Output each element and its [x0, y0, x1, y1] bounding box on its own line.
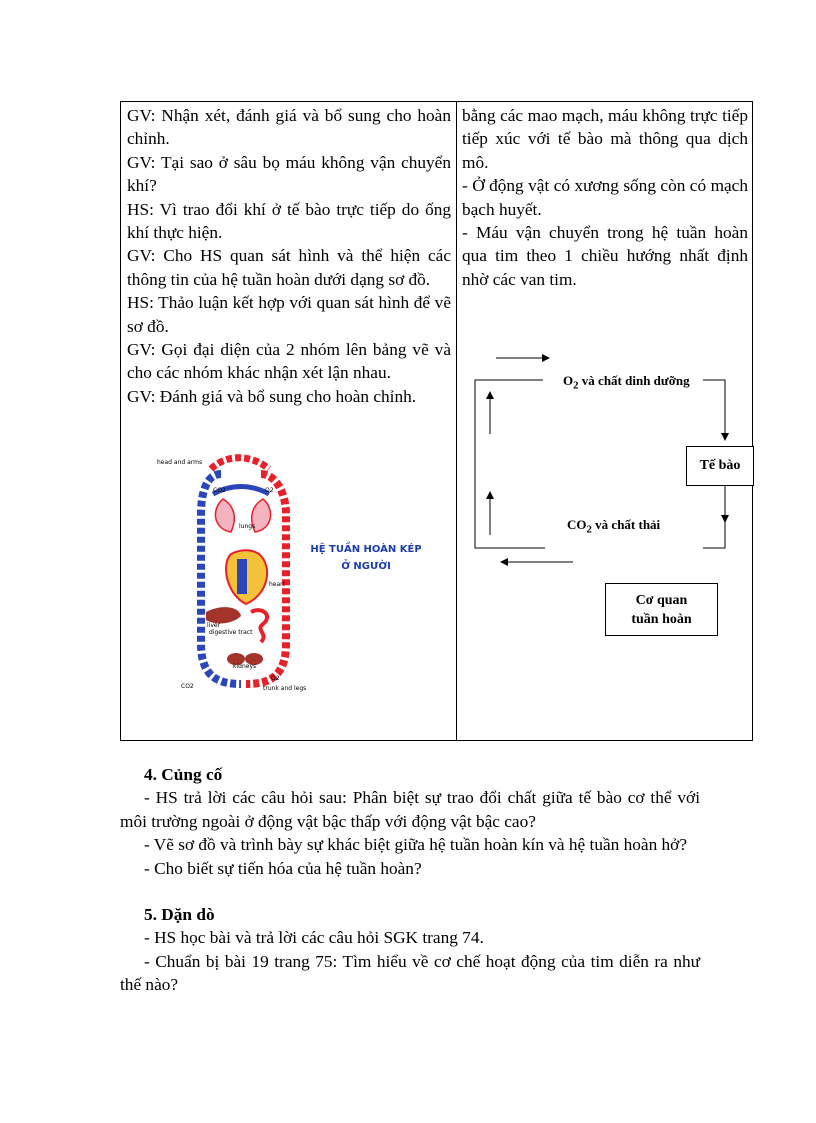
label-o2-top: O2	[265, 487, 274, 494]
section5-item: - HS học bài và trả lời các câu hỏi SGK trang 74.	[144, 928, 484, 948]
heart-right-side	[237, 559, 247, 594]
figure-title-line2: Ở NGƯỜI	[341, 561, 391, 572]
right-paragraph: - Ở động vật có xương sống còn có mạch bạch huyết.	[462, 176, 748, 219]
arrow-to-cell	[703, 380, 725, 440]
circulation-illustration	[151, 454, 421, 704]
left-paragraph: GV: Cho HS quan sát hình và thể hiện các thông tin của hệ tuần hoàn dưới dạng sơ đồ.	[127, 246, 451, 289]
o2-subscript: 2	[573, 379, 579, 392]
organ-box-line1: Cơ quan	[635, 593, 688, 608]
label-co2-bottom: CO2	[181, 683, 194, 690]
section4-item: - HS trả lời các câu hỏi sau: Phân biệt sự trao đổi chất giữa tế bào cơ thể với môi trường ngoài ở động vật bậc thấp với động vật bậc cao?	[120, 788, 700, 831]
label-liver: liver	[207, 622, 221, 629]
digestive-tract	[251, 610, 267, 642]
label-o2-bottom: O2	[271, 675, 280, 682]
loop-left-bottom	[475, 477, 545, 548]
label-head: head and arms	[157, 459, 203, 466]
label-heart: heart	[269, 581, 285, 588]
lung-left	[215, 499, 234, 532]
teacher-activity-column	[127, 104, 451, 408]
left-paragraph: GV: Nhận xét, đánh giá và bổ sung cho hoàn chỉnh.	[127, 106, 451, 149]
bottom-flow-label	[567, 517, 660, 536]
section-reinforcement	[120, 763, 700, 880]
label-digestive: digestive tract	[209, 629, 253, 636]
left-paragraph: GV: Tại sao ở sâu bọ máu không vận chuyển khí?	[127, 152, 451, 196]
section4-heading: 4. Củng cố	[144, 765, 223, 784]
figure-title-line1: HỆ TUẦN HOÀN KÉP	[310, 544, 421, 555]
co2-symbol: CO	[567, 517, 587, 532]
organ-box-line2: tuần hoàn	[631, 612, 692, 627]
column-divider	[456, 102, 457, 740]
top-flow-label	[563, 373, 690, 392]
left-paragraph: HS: Thảo luận kết hợp với quan sát hình để vẽ sơ đồ.	[127, 293, 451, 336]
circulation-scheme	[463, 342, 753, 642]
organ-box	[605, 583, 718, 636]
label-kidneys: kidneys	[233, 663, 257, 670]
section5-heading: 5. Dặn dò	[144, 905, 215, 924]
loop-right-bottom	[703, 522, 725, 548]
section4-item: - Cho biết sự tiến hóa của hệ tuần hoàn?	[144, 858, 422, 878]
label-lungs: lungs	[239, 523, 256, 530]
double-circulation-figure	[151, 454, 421, 704]
right-paragraph: bằng các mao mạch, máu không trực tiếp tiếp xúc với tế bào mà thông qua dịch mô.	[462, 106, 748, 172]
content-column	[462, 104, 748, 291]
cell-box-label: Tế bào	[699, 458, 741, 473]
section5-item: - Chuẩn bị bài 19 trang 75: Tìm hiểu về cơ chế hoạt động của tim diễn ra như thế nào?	[120, 951, 700, 995]
label-trunk: trunk and legs	[263, 685, 307, 692]
lesson-table	[120, 101, 753, 741]
loop-left-top	[475, 380, 543, 477]
cell-box	[686, 446, 754, 486]
left-paragraph: GV: Đánh giá và bổ sung cho hoàn chỉnh.	[127, 386, 417, 406]
right-paragraph: - Máu vận chuyển trong hệ tuần hoàn qua tim theo 1 chiều hướng nhất định nhờ các van tim.	[462, 223, 748, 289]
o2-caption: và chất dinh dưỡng	[578, 373, 690, 388]
head-loop	[211, 458, 269, 469]
co2-subscript: 2	[586, 523, 592, 536]
left-paragraph: HS: Vì trao đổi khí ở tế bào trực tiếp do ống khí thực hiện.	[127, 199, 451, 243]
label-co2-top: CO2	[213, 487, 226, 494]
o2-symbol: O	[563, 373, 574, 388]
co2-caption: và chất thải	[591, 517, 661, 532]
left-paragraph: GV: Gọi đại diện của 2 nhóm lên bảng vẽ và cho các nhóm khác nhận xét lận nhau.	[127, 340, 451, 383]
section-homework	[120, 903, 700, 997]
section4-item: - Vẽ sơ đồ và trình bày sự khác biệt giữa hệ tuần hoàn kín và hệ tuần hoàn hở?	[144, 835, 687, 855]
